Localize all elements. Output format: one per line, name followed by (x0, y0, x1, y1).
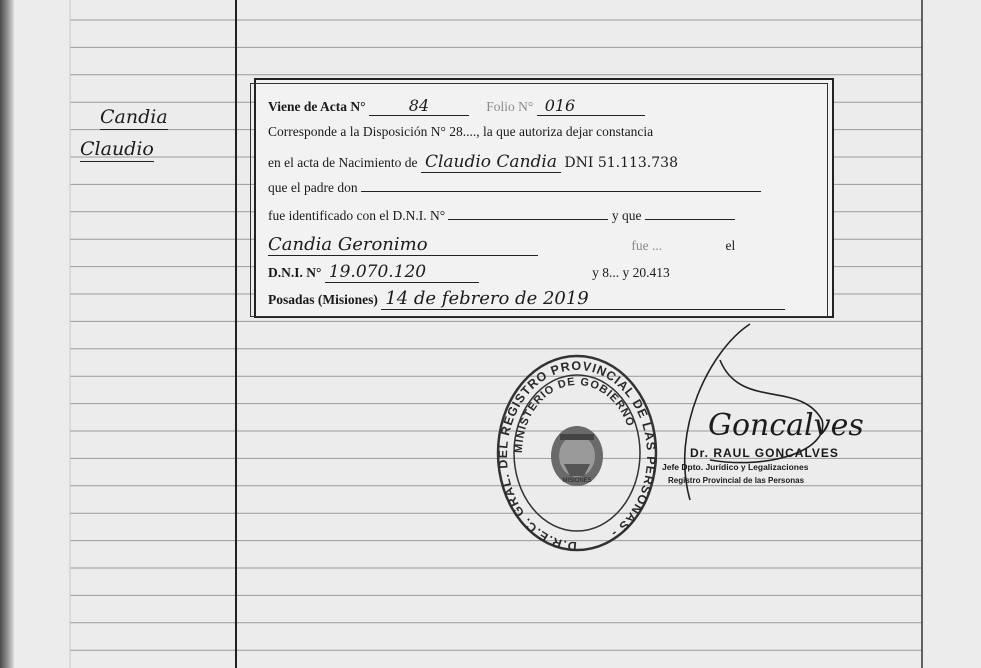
identificado-label: fue identificado con el D.N.I. N° (268, 208, 446, 223)
signer-title-2: Registro Provincial de las Personas (668, 476, 805, 485)
father-dni: 19.070.120 (325, 262, 479, 283)
father-name: Candia Geronimo (268, 234, 538, 256)
signer-title-1: Jefe Dpto. Jurídico y Legalizaciones (662, 462, 809, 472)
y-que-label: y que (611, 208, 642, 223)
record-stamp-box (254, 78, 834, 318)
corresponde-text: Corresponde a la Disposición N° 28...., la que autoriza dejar constancia (268, 124, 654, 139)
record-line-2 (268, 124, 653, 140)
record-line-1 (268, 96, 645, 116)
margin-given-name: Claudio (80, 138, 154, 160)
fue-label: fue ... (631, 238, 663, 253)
record-line-8 (268, 288, 785, 310)
coat-of-arms-icon (551, 426, 603, 486)
seal-inner-text: MINISTERIO DE GOBIERNO (512, 375, 637, 454)
place-label: Posadas (Misiones) (268, 292, 378, 307)
official-seal (494, 352, 660, 554)
child-doc: DNI 51.113.738 (564, 155, 678, 171)
child-name: Claudio Candia (421, 152, 561, 173)
padre-label: que el padre don (268, 180, 358, 195)
seal-center-text: MISIONES (562, 478, 592, 484)
record-line-5 (268, 208, 735, 224)
margin-surname: Candia (100, 106, 168, 128)
signer-name: Dr. RAUL GONCALVES (690, 446, 839, 460)
folio-number: 016 (537, 96, 645, 116)
en-acta-label: en el acta de Nacimiento de (268, 155, 418, 170)
handwritten-signature: Goncalves (708, 408, 864, 443)
record-line-6 (268, 234, 735, 256)
record-line-3 (268, 152, 678, 173)
record-date: 14 de febrero de 2019 (381, 288, 785, 310)
record-line-4 (268, 180, 761, 196)
record-line-7 (268, 262, 670, 283)
ley-label: y 8... y 20.413 (592, 265, 670, 280)
seal-outer-text: D.R.E.C. GRAL. DEL REGISTRO PROVINCIAL DE LAS PERSONAS - (495, 358, 659, 554)
el-label: el (725, 238, 736, 253)
viene-label: Viene de Acta N° (268, 99, 366, 114)
folio-label: Folio N° (486, 99, 534, 114)
dni-label: D.N.I. N° (268, 265, 322, 280)
acta-number: 84 (369, 96, 469, 116)
